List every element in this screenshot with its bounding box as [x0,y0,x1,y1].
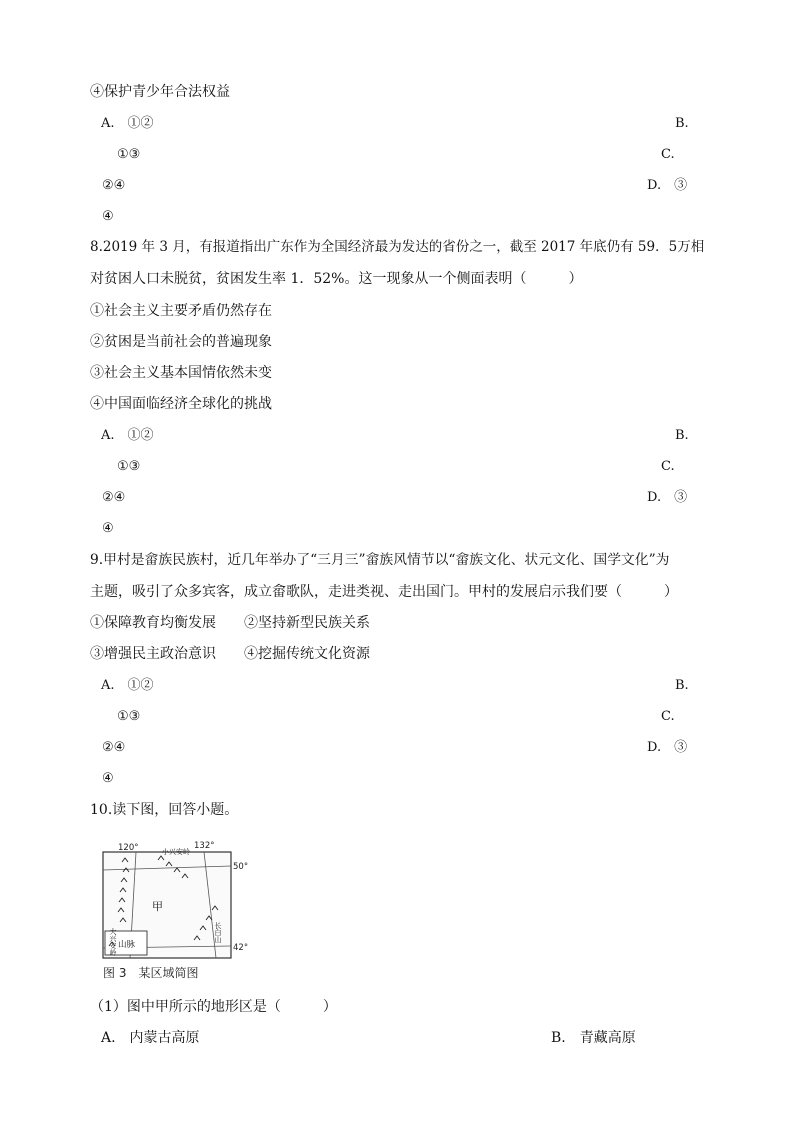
q7-option-a: A. ①② [101,116,154,131]
q9-items-row-2: ③增强民主政治意识 ④挖掘传统文化资源 [90,646,370,662]
label-range-right: 长白山 [214,922,222,943]
q8-option-c-label: C. [661,459,675,474]
q7-option-c-label: C. [661,147,675,162]
q7-option-d-content: ④ [102,209,114,224]
q10-option-b: B. 青藏高原 [551,1030,636,1046]
q9-option-c-label: C. [661,709,675,724]
legend-label: 山脉 [118,940,136,950]
q8-option-c-content: ②④ [102,490,126,505]
q7-option-b-content: ①③ [117,147,141,162]
q8-item-2: ②贫困是当前社会的普遍现象 [90,334,272,350]
q9-option-b-label: B. [675,678,689,693]
q8-option-b-label: B. [675,428,689,443]
q7-option-d: D. ③ [647,178,688,193]
q8-stem-line-2: 对贫困人口未脱贫，贫困发生率 1．52%。这一现象从一个侧面表明（ ） [90,271,583,287]
label-region-jia: 甲 [152,900,163,913]
q8-option-a: A. ①② [101,428,154,443]
q9-items-row-1: ①保障教育均衡发展 ②坚持新型民族关系 [90,615,370,631]
label-lon-132: 132° [194,841,215,851]
q9-option-d: D. ③ [647,740,688,755]
q8-option-b-content: ①③ [117,459,141,474]
q9-stem-line-1: 9.甲村是畲族民族村，近几年举办了“三月三”畲族风情节以“畲族文化、状元文化、国学文化”为 [90,552,670,568]
label-range-top: 小兴安岭 [162,848,190,856]
q9-option-b-content: ①③ [117,709,141,724]
q9-option-a: A. ①② [101,678,154,693]
q8-item-3: ③社会主义基本国情依然未变 [90,365,272,381]
q8-item-1: ①社会主义主要矛盾仍然存在 [90,303,272,319]
q7-option-b-label: B. [675,116,689,131]
q8-option-d: D. ③ [647,490,688,505]
q8-option-d-content: ④ [102,521,114,536]
q9-option-d-content: ④ [102,771,114,786]
q9-option-c-content: ②④ [102,740,126,755]
q8-stem-line-1: 8.2019 年 3 月，有报道指出广东作为全国经济最为发达的省份之一，截至 2017 年底仍有 59．5万相 [90,239,705,255]
figure-caption: 图 3 某区域简图 [103,966,199,980]
q10-option-a: A. 内蒙古高原 [101,1030,200,1046]
region-map-figure [96,838,249,982]
label-range-left: 大兴安岭 [109,928,117,956]
q9-stem-line-2: 主题，吸引了众多宾客，成立畲歌队，走进类视、走出国门。甲村的发展启示我们要（ ） [90,584,678,600]
q10-sub-question-1: （1）图中甲所示的地形区是（ ） [90,999,337,1015]
label-lon-120: 120° [118,843,139,853]
label-lat-50: 50° [233,862,249,872]
q10-stem: 10.读下图，回答小题。 [90,802,239,818]
q7-item-4: ④保护青少年合法权益 [90,84,230,100]
q7-option-c-content: ②④ [102,178,126,193]
label-lat-42: 42° [233,943,249,953]
q8-item-4: ④中国面临经济全球化的挑战 [90,396,272,412]
